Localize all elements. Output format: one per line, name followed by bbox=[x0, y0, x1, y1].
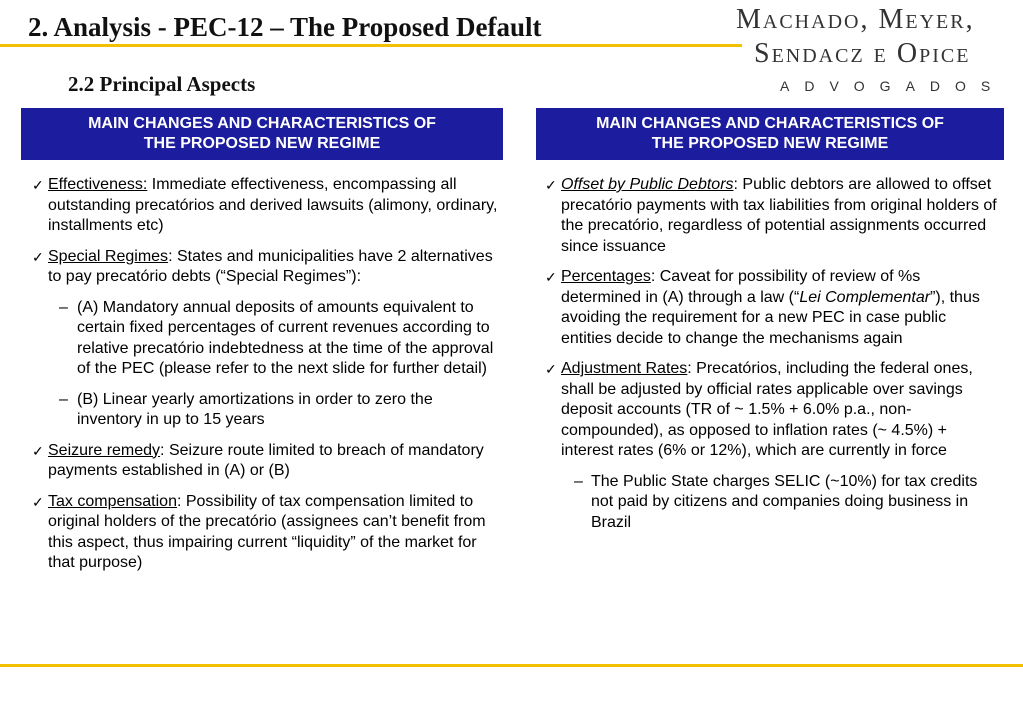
left-header-line-2: THE PROPOSED NEW REGIME bbox=[143, 135, 381, 152]
left-column bbox=[32, 175, 498, 584]
bullet-label: Tax compensation bbox=[48, 492, 177, 510]
logo-line-2: Sendacz e Opice bbox=[754, 38, 971, 69]
company-logo bbox=[736, 4, 1023, 100]
left-header-line-1: MAIN CHANGES AND CHARACTERISTICS OF bbox=[88, 115, 436, 132]
sub-bullet-selic bbox=[545, 472, 1000, 534]
bullet-label: Seizure remedy bbox=[48, 441, 161, 459]
left-column-header bbox=[21, 108, 503, 160]
bullet-label: Percentages bbox=[561, 268, 651, 285]
checkmark-icon: ✓ bbox=[32, 493, 44, 510]
bullet-label: Special Regimes bbox=[48, 247, 169, 265]
checkmark-icon: ✓ bbox=[545, 177, 557, 193]
bullet-italic-text: Lei Complementar bbox=[799, 288, 931, 306]
logo-line-1: Machado, Meyer, bbox=[736, 4, 975, 35]
checkmark-icon: ✓ bbox=[545, 361, 557, 377]
bullet-label: Offset by Public Debtors bbox=[561, 176, 734, 193]
bullet-tax-compensation bbox=[32, 492, 498, 574]
bullet-text: : States and municipalities have 2 alternatives to pay precatório debts (“Special Regimes”): bbox=[48, 247, 493, 285]
title-underline bbox=[0, 44, 742, 47]
dash-icon: – bbox=[574, 472, 583, 490]
bullet-label: Adjustment Rates bbox=[561, 360, 688, 377]
sub-bullet-option-b bbox=[32, 390, 498, 431]
bullet-percentages bbox=[545, 267, 1000, 349]
bullet-offset-public-debtors bbox=[545, 175, 1000, 257]
bullet-text: : Seizure route limited to breach of mandatory payments established in (A) or (B) bbox=[48, 441, 484, 479]
footer-rule bbox=[0, 664, 1023, 667]
bullet-text: : Precatórios, including the federal ones, shall be adjusted by official rates applicable over savings deposit accounts (TR of ~ 1.5% + 6.0% p.a., non-compounded), as opposed to inflation rates (~ 4.5%) + interest rates (6% or 12%), which are currently in force bbox=[561, 360, 973, 459]
bullet-text: : Caveat for possibility of review of %s determined in (A) through a law (“ bbox=[561, 268, 921, 306]
bullet-label: Effectiveness: bbox=[48, 176, 148, 193]
bullet-text: : Possibility of tax compensation limited to original holders of the precatório (assignees can’t benefit from this aspect, thus impairing current “liquidity” of the market for that purpose) bbox=[48, 492, 486, 571]
dash-icon: – bbox=[59, 298, 68, 316]
checkmark-icon: ✓ bbox=[545, 269, 557, 285]
sub-bullet-text: The Public State charges SELIC (~10%) for tax credits not paid by citizens and companies doing business in Brazil bbox=[591, 472, 978, 531]
bullet-adjustment-rates bbox=[545, 359, 1000, 462]
right-header-line-1: MAIN CHANGES AND CHARACTERISTICS OF bbox=[596, 115, 944, 132]
section-subtitle: 2.2 Principal Aspects bbox=[68, 72, 256, 96]
right-header-line-2: THE PROPOSED NEW REGIME bbox=[651, 135, 889, 152]
bullet-text: ”), thus avoiding the requirement for a new PEC in case public entities decide to change the mechanisms again bbox=[561, 288, 980, 347]
right-column bbox=[545, 175, 1000, 543]
checkmark-icon: ✓ bbox=[32, 248, 44, 265]
dash-icon: – bbox=[59, 390, 68, 408]
slide-title: 2. Analysis - PEC-12 – The Proposed Default bbox=[28, 12, 542, 42]
checkmark-icon: ✓ bbox=[32, 442, 44, 459]
bullet-seizure-remedy bbox=[32, 441, 498, 482]
right-column-header bbox=[536, 108, 1004, 160]
bullet-effectiveness bbox=[32, 175, 498, 237]
checkmark-icon: ✓ bbox=[32, 177, 44, 193]
bullet-text: : Public debtors are allowed to offset precatório payments with tax liabilities from original holders of the precatório, regardless of potential assignments occurred since issuance bbox=[561, 176, 997, 255]
bullet-special-regimes bbox=[32, 247, 498, 288]
sub-bullet-text: (A) Mandatory annual deposits of amounts equivalent to certain fixed percentages of current revenues according to relative precatório indebtedness at the time of the approval of the PEC (please refer to the next slide for further detail) bbox=[77, 298, 494, 377]
sub-bullet-option-a bbox=[32, 298, 498, 380]
sub-bullet-text: (B) Linear yearly amortizations in order to zero the inventory in up to 15 years bbox=[77, 390, 433, 428]
logo-subtitle: ADVOGADOS bbox=[780, 78, 1006, 94]
bullet-text: Immediate effectiveness, encompassing all outstanding precatórios and derived lawsuits (alimony, ordinary, installments etc) bbox=[48, 176, 498, 234]
